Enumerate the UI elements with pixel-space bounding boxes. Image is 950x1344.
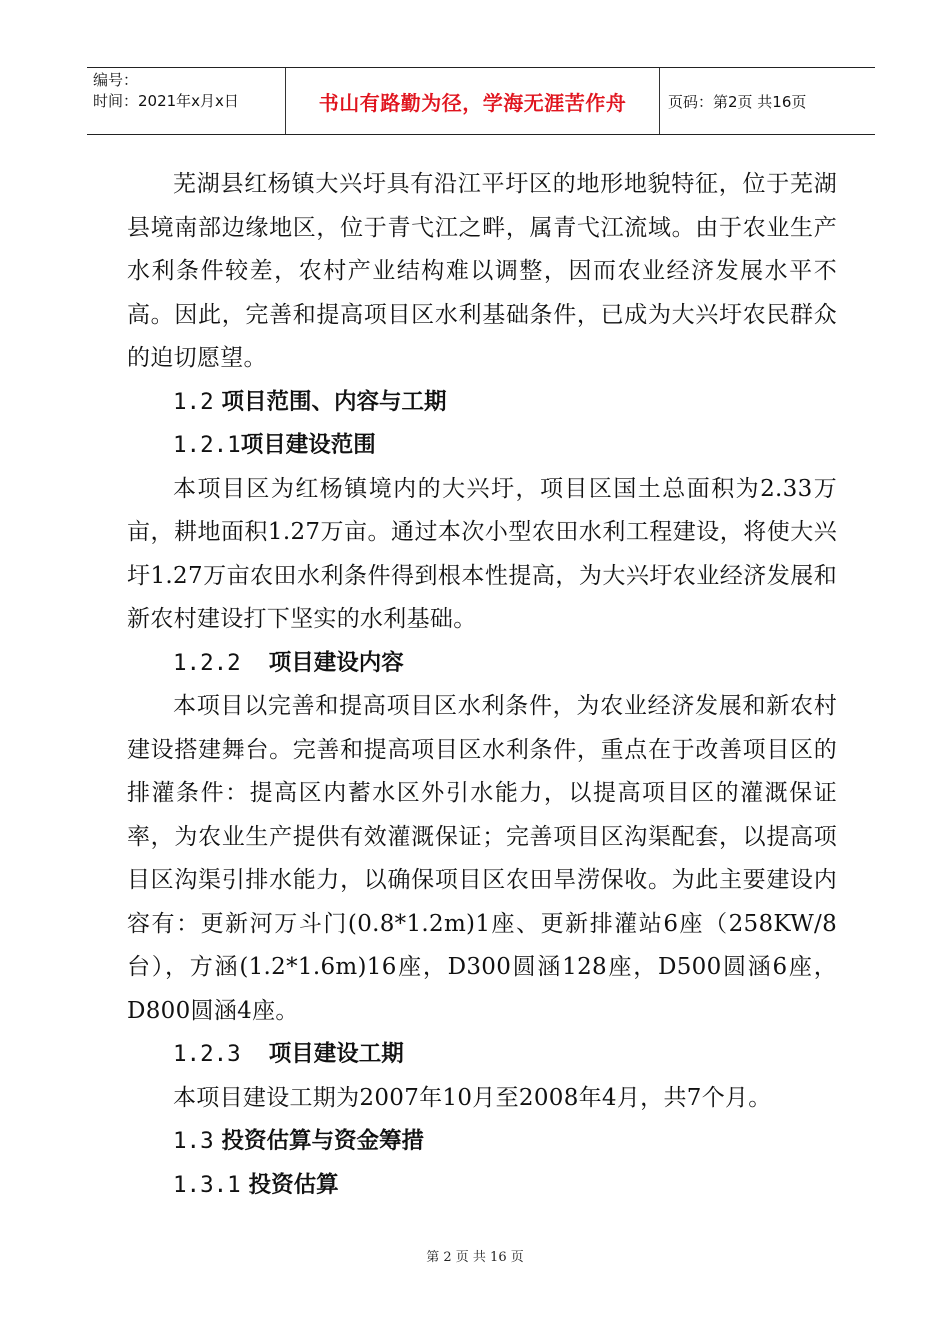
header-time-label: 时间：2021年x月x日: [93, 92, 239, 110]
heading-number: 1.2.2: [173, 649, 241, 676]
heading-text: 投资估算: [248, 1171, 339, 1198]
paragraph-schedule: 本项目建设工期为2007年10月至2008年4月，共7个月。: [173, 1084, 772, 1111]
heading-number: 1.3.1: [173, 1171, 241, 1198]
heading-text: 项目范围、内容与工期: [221, 388, 447, 415]
page-footer: 第 2 页 共 16 页: [426, 1250, 524, 1265]
paragraph-content: 本项目以完善和提高项目区水利条件，为农业经济发展和新农村建设搭建舞台。完善和提高项目区水利条件，重点在于改善项目区的排灌条件：提高区内蓄水区外引水能力，以提高项目区的灌溉保证率，为农业生产提供有效灌溉保证；完善项目区沟渠配套，以提高项目区沟渠引排水能力，以确保项目区农田旱涝保收。为此主要建设内容有：更新河万斗门(0.8*1.2m)1座、更新排灌站6座（258KW/8台），方涵(1.2*1.6m)16座，D300圆涵128座，D500圆涵6座，D800圆涵4座。: [127, 693, 837, 1024]
heading-1-3-1: [127, 1164, 837, 1208]
heading-number: 1.3: [173, 1128, 214, 1154]
heading-1-3: [127, 1120, 837, 1164]
heading-1-2-2: [127, 642, 837, 686]
paragraph-scope: 本项目区为红杨镇境内的大兴圩，项目区国土总面积为2.33万亩，耕地面积1.27万亩。通过本次小型农田水利工程建设，将使大兴圩1.27万亩农田水利条件得到根本性提高，为大兴圩农业经济发展和新农村建设打下坚实的水利基础。: [127, 475, 837, 632]
heading-text: 项目建设范围: [240, 432, 376, 458]
heading-text: 投资估算与资金筹措: [221, 1128, 424, 1154]
header-meta: [87, 68, 286, 134]
document-body: [127, 163, 837, 1207]
header-number-label: 编号：: [93, 71, 139, 89]
page-header: [87, 67, 875, 135]
header-page-info: 页码：第2页 共16页: [668, 92, 807, 111]
heading-number: 1.2.3: [173, 1041, 241, 1067]
heading-1-2-1: [127, 424, 837, 468]
heading-1-2-3: [127, 1033, 837, 1077]
paragraph-intro: 芜湖县红杨镇大兴圩具有沿江平圩区的地形地貌特征，位于芜湖县境南部边缘地区，位于青弋江之畔，属青弋江流域。由于农业生产水利条件较差，农村产业结构难以调整，因而农业经济发展水平不高。因此，完善和提高项目区水利基础条件，已成为大兴圩农民群众的迫切愿望。: [127, 171, 837, 371]
header-motto: 书山有路勤为径，学海无涯苦作舟: [286, 68, 660, 134]
heading-text: 项目建设内容: [268, 649, 404, 676]
heading-number: 1.2: [173, 388, 214, 415]
heading-text: 项目建设工期: [268, 1041, 404, 1067]
heading-1-2: [127, 381, 837, 425]
heading-number: 1.2.1: [173, 432, 241, 458]
